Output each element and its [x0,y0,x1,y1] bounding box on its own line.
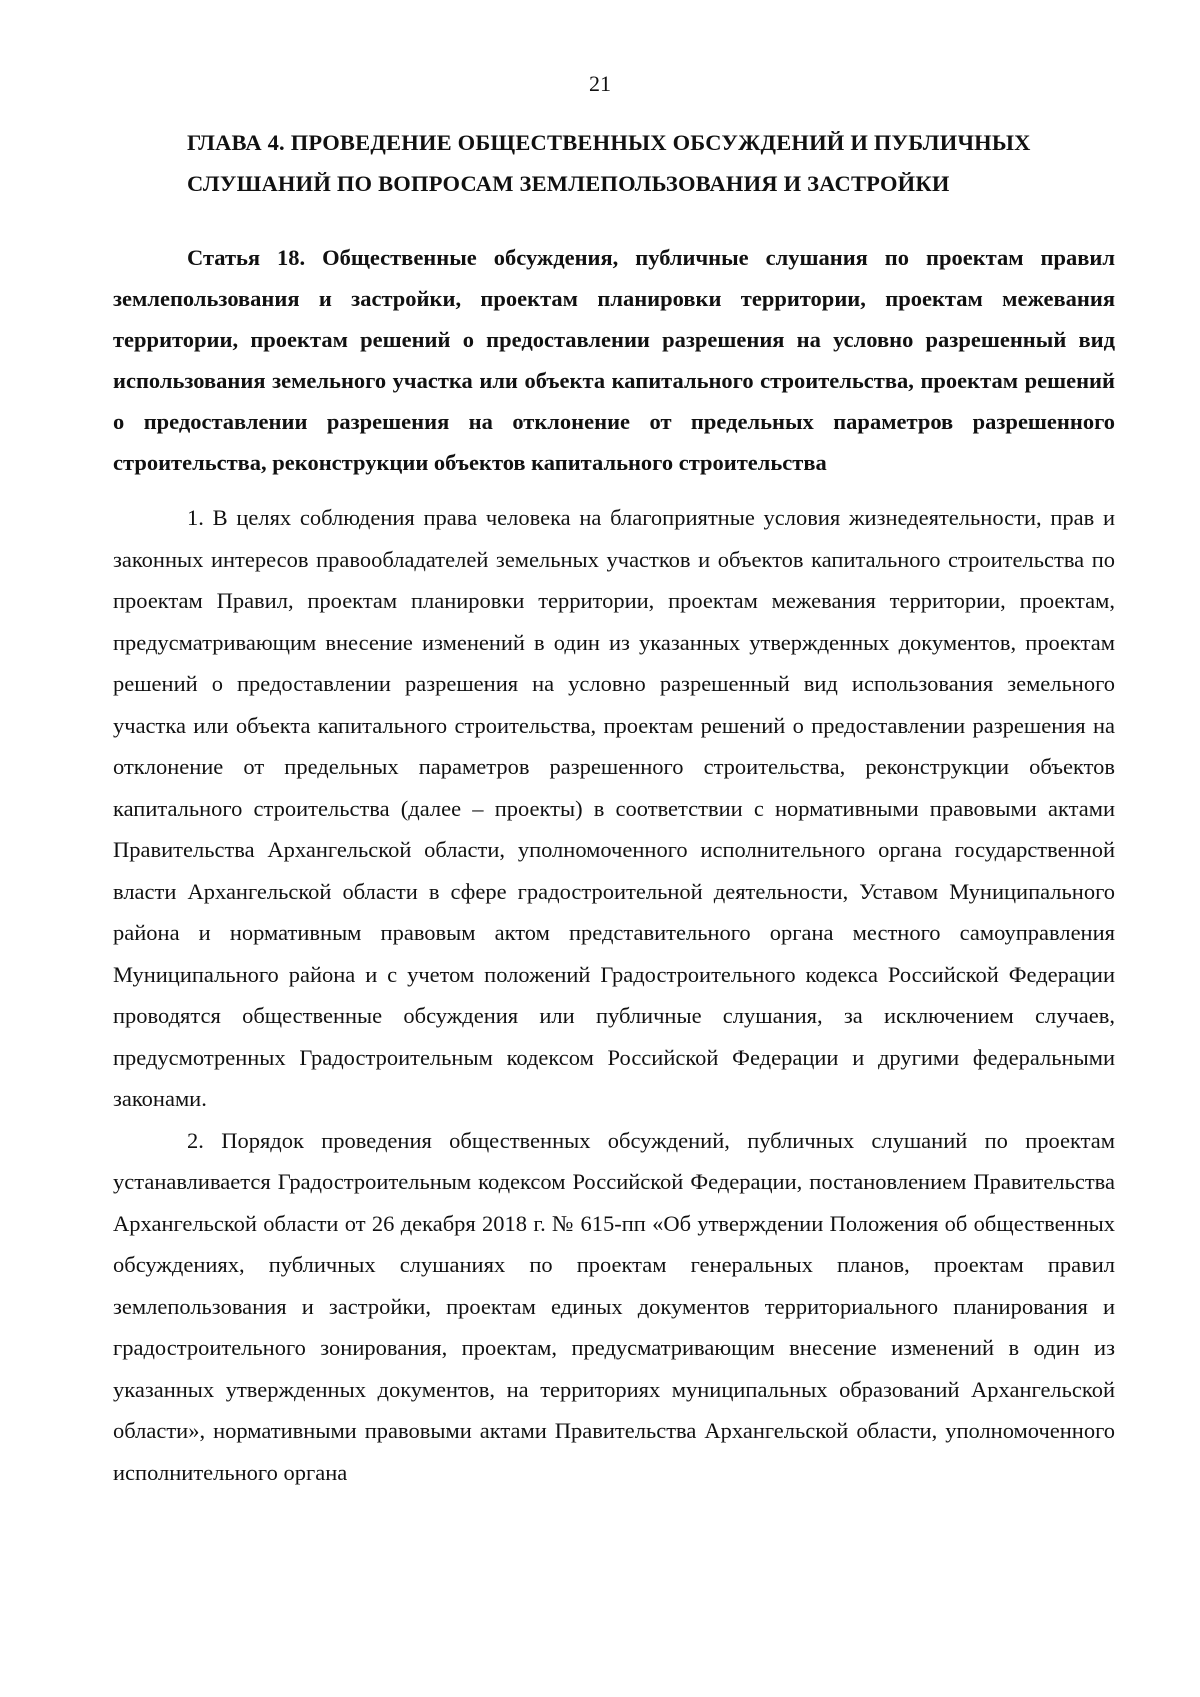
page-content [113,122,1115,1493]
paragraph-1: 1. В целях соблюдения права человека на благоприятные условия жизнедеятельности, прав и законных интересов правообладателей земельных участков и объектов капитального строительства по проектам Правил, проектам планировки территории, проектам межевания территории, проектам, предусматривающим внесение изменений в один из указанных утвержденных документов, проектам решений о предоставлении разрешения на условно разрешенный вид использования земельного участка или объекта капитального строительства, проектам решений о предоставлении разрешения на отклонение от предельных параметров разрешенного строительства, реконструкции объектов капитального строительства (далее – проекты) в соответствии с нормативными правовыми актами Правительства Архангельской области, уполномоченного исполнительного органа государственной власти Архангельской области в сфере градостроительной деятельности, Уставом Муниципального района и нормативным правовым актом представительного органа местного самоуправления Муниципального района и с учетом положений Градостроительного кодекса Российской Федерации проводятся общественные обсуждения или публичные слушания, за исключением случаев, предусмотренных Градостроительным кодексом Российской Федерации и другими федеральными законами. [113,505,1115,1111]
chapter-title: ГЛАВА 4. ПРОВЕДЕНИЕ ОБЩЕСТВЕННЫХ ОБСУЖДЕНИЙ И ПУБЛИЧНЫХ СЛУШАНИЙ ПО ВОПРОСАМ ЗЕМЛЕПОЛЬЗОВАНИЯ И ЗАСТРОЙКИ [187,130,1031,196]
article-title: Статья 18. Общественные обсуждения, публичные слушания по проектам правил землепользования и застройки, проектам планировки территории, проектам межевания территории, проектам решений о предоставлении разрешения на условно разрешенный вид использования земельного участка или объекта капитального строительства, проектам решений о предоставлении разрешения на отклонение от предельных параметров разрешенного строительства, реконструкции объектов капитального строительства [113,245,1115,475]
page-number: 21 [589,71,611,96]
paragraph-2: 2. Порядок проведения общественных обсуждений, публичных слушаний по проектам устанавливается Градостроительным кодексом Российской Федерации, постановлением Правительства Архангельской области от 26 декабря 2018 г. № 615-пп «Об утверждении Положения об общественных обсуждениях, публичных слушаниях по проектам генеральных планов, проектам правил землепользования и застройки, проектам единых документов территориального планирования и градостроительного зонирования, проектам, предусматривающим внесение изменений в один из указанных утвержденных документов, на территориях муниципальных образований Архангельской области», нормативными правовыми актами Правительства Архангельской области, уполномоченного исполнительного органа [113,1127,1115,1485]
